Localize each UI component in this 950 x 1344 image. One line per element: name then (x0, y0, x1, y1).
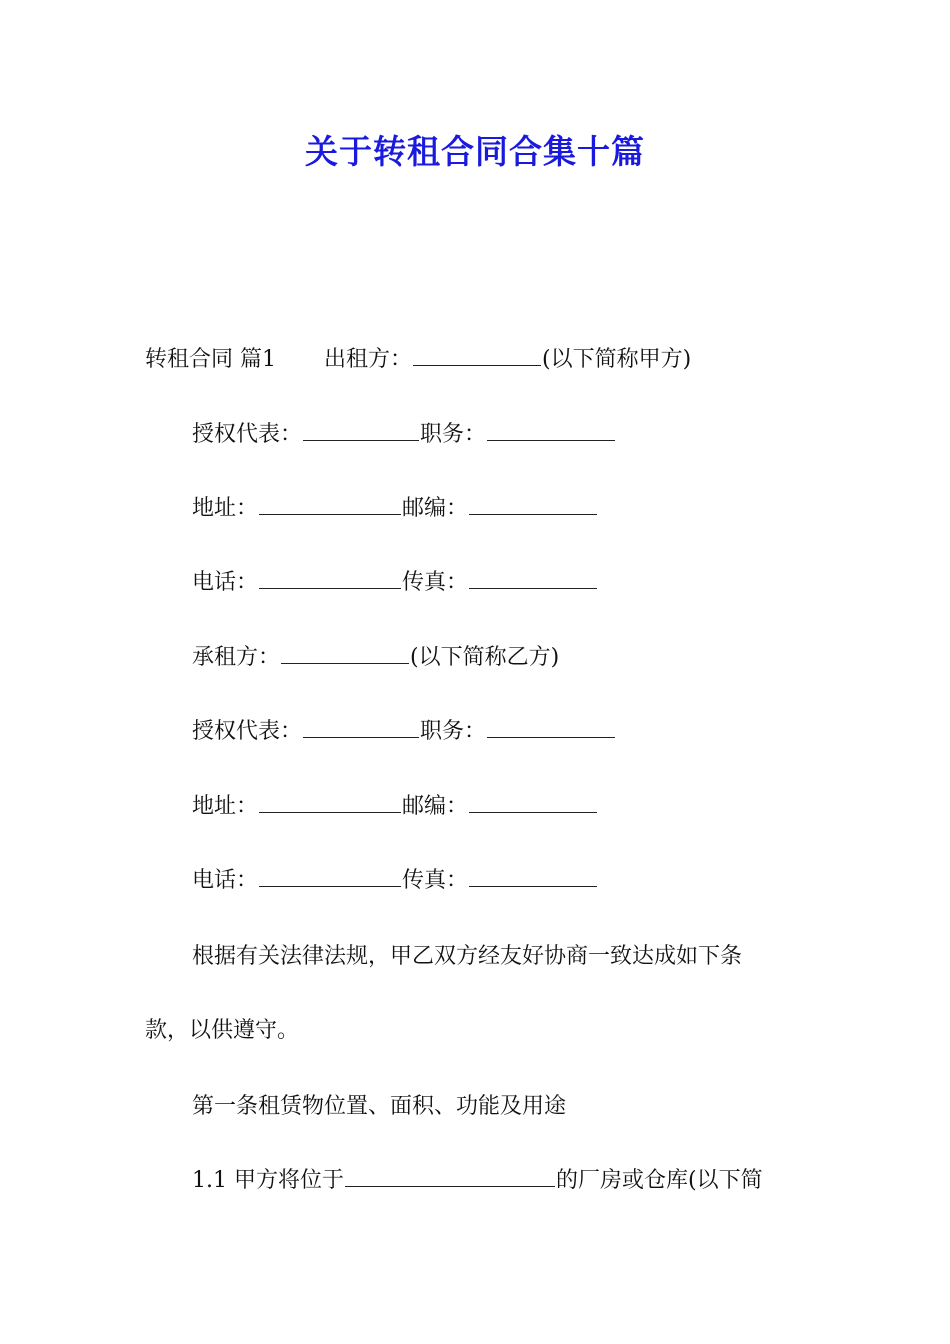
address-label: 地址： (192, 794, 259, 819)
fax-label: 传真： (402, 570, 469, 595)
postcode-label: 邮编： (402, 496, 469, 521)
clause-1-1-prefix: 1.1 甲方将位于 (192, 1168, 344, 1193)
address-label: 地址： (192, 496, 259, 521)
lessee-phone-line (192, 866, 598, 896)
clause-1-1 (192, 1166, 763, 1196)
lessee-label: 承租方： (192, 645, 281, 670)
contract-heading: 转租合同 篇1 (145, 347, 276, 372)
lessor-label: 出租方： (324, 347, 413, 372)
postcode-blank (469, 792, 597, 813)
phone-label: 电话： (192, 570, 259, 595)
lessee-blank (281, 643, 409, 664)
position-blank (487, 420, 615, 441)
rep-label: 授权代表： (192, 719, 303, 744)
rep-label: 授权代表： (192, 422, 303, 447)
intro-paragraph-line2: 款，以供遵守。 (145, 1018, 300, 1043)
position-label: 职务： (420, 719, 487, 744)
intro-paragraph-line1: 根据有关法律法规，甲乙双方经友好协商一致达成如下条 (192, 944, 743, 969)
clause-1-1-suffix: 的厂房或仓库(以下简 (555, 1168, 763, 1193)
lessor-line (145, 345, 691, 375)
rep-blank (303, 420, 419, 441)
document-title: 关于转租合同合集十篇 (305, 132, 645, 171)
lessee-suffix: (以下简称乙方) (410, 645, 560, 670)
lessor-phone-line (192, 568, 598, 598)
lessor-blank (413, 345, 541, 366)
postcode-label: 邮编： (402, 794, 469, 819)
lessor-rep-line (192, 420, 616, 450)
lessee-address-line (192, 792, 598, 822)
fax-label: 传真： (402, 868, 469, 893)
lessee-line (192, 643, 559, 673)
article-one-heading: 第一条租赁物位置、面积、功能及用途 (192, 1094, 567, 1119)
position-label: 职务： (420, 422, 487, 447)
phone-label: 电话： (192, 868, 259, 893)
fax-blank (469, 568, 597, 589)
lessee-rep-line (192, 717, 616, 747)
fax-blank (469, 866, 597, 887)
phone-blank (259, 866, 401, 887)
phone-blank (259, 568, 401, 589)
postcode-blank (469, 494, 597, 515)
lessor-suffix: (以下简称甲方) (542, 347, 692, 372)
address-blank (259, 494, 401, 515)
lessor-address-line (192, 494, 598, 524)
location-blank (345, 1166, 555, 1187)
address-blank (259, 792, 401, 813)
position-blank (487, 717, 615, 738)
rep-blank (303, 717, 419, 738)
